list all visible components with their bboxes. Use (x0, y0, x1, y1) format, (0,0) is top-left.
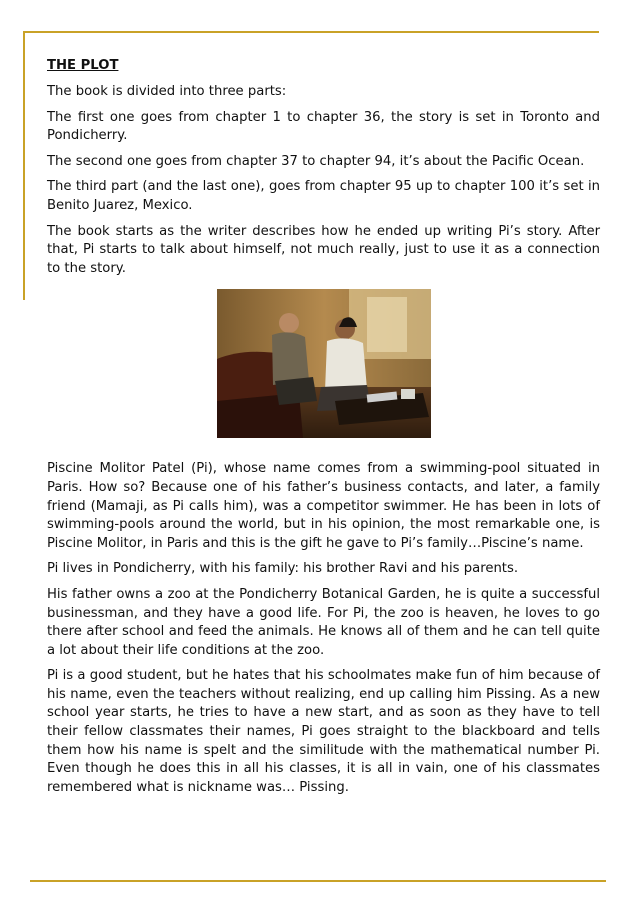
paragraph: The book is divided into three parts: (47, 84, 287, 99)
paragraph: His father owns a zoo at the Pondicherry Botanical Garden, he is quite a successful businessman, and they have a good life. For Pi, the zoo is heaven, he loves to go there after school and feed the animals. He knows all of them and he can tell quite a lot about their life conditions at the zoo. (47, 586, 600, 658)
photo-mug (401, 389, 415, 399)
photo-man-left-legs (275, 377, 317, 405)
paragraph: The third part (and the last one), goes from chapter 95 up to chapter 100 it’s set in Benito Juarez, Mexico. (47, 179, 600, 213)
page-border-left (23, 31, 25, 300)
photo-man-left-head (279, 313, 299, 333)
paragraph: The first one goes from chapter 1 to chapter 36, the story is set in Toronto and Pondicherry. (47, 109, 600, 144)
photo-man-left-body (272, 333, 309, 386)
section-heading: THE PLOT (47, 58, 119, 73)
paragraph: Pi is a good student, but he hates that his schoolmates make fun of him because of his name, even the teachers without realizing, end up calling him Pissing. As a new school year starts, he tries to have a new start, and as soon as they have to tell their fellow classmates their names, Pi goes straight to the blackboard and tells them how his name is spelt and the similitude with the mathematical number Pi. Even though he does this in all his classes, it is all in vain, one of his classmates remembered what is nickname was… Pissing. (47, 668, 600, 795)
page-border-top (23, 31, 599, 33)
page-border-bottom (30, 880, 606, 882)
photo-man-right-shirt (325, 339, 367, 392)
paragraph: Piscine Molitor Patel (Pi), whose name comes from a swimming-pool situated in Paris. How so? Because one of his father’s business contacts, and later, a family friend (Mamaji, as Pi calls him), was a competitor swimmer. He has been in lots of swimming-pools around the world, but in his opinion, the most remarkable one, is Piscine Molitor, in Paris and this is the gift he gave to Pi’s family…Piscine’s name. (47, 461, 600, 551)
paragraph: The book starts as the writer describes how he ended up writing Pi’s story. After that, Pi starts to talk about himself, not much really, just to use it as a connection to the story. (47, 223, 600, 276)
document-body (47, 56, 600, 804)
photo-window-pane (367, 297, 407, 352)
film-still-photo (217, 289, 431, 438)
paragraph: Pi lives in Pondicherry, with his family: his brother Ravi and his parents. (47, 561, 519, 577)
paragraph: The second one goes from chapter 37 to chapter 94, it’s about the Pacific Ocean. (47, 153, 585, 169)
